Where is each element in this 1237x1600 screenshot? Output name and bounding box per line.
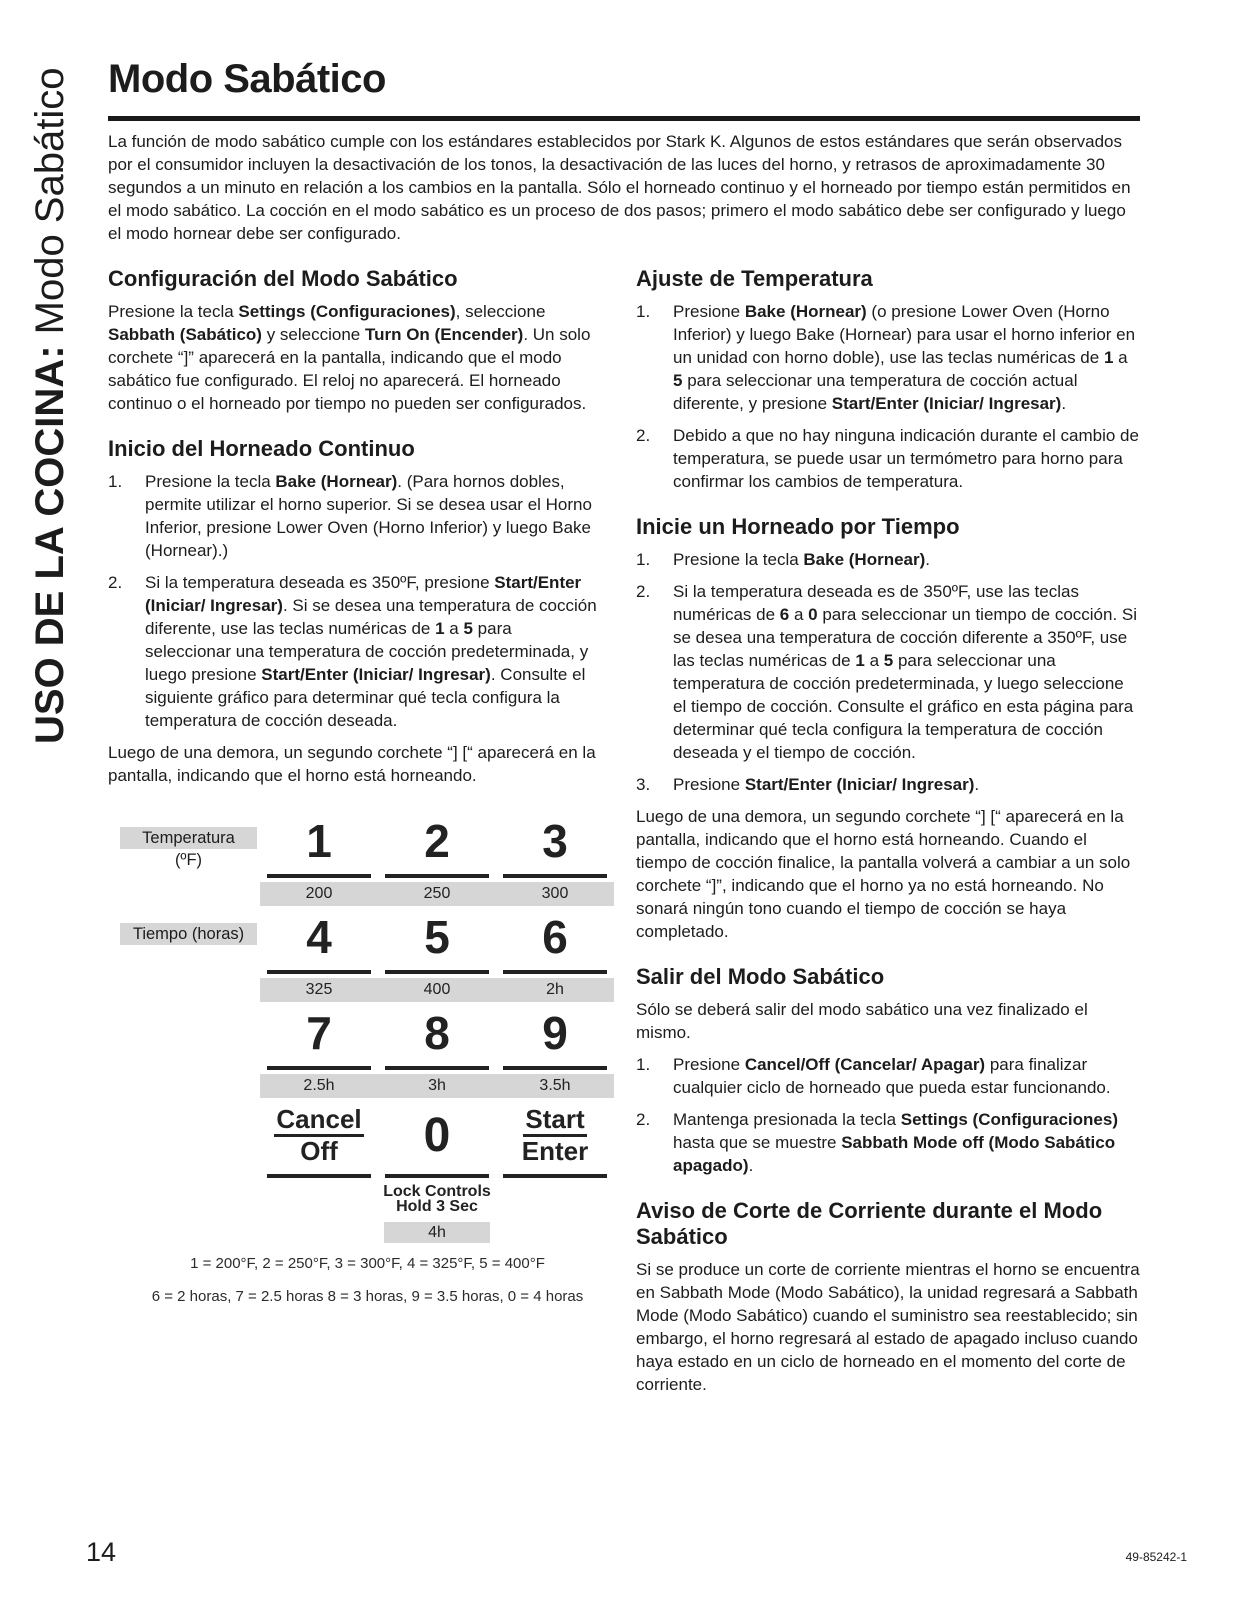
keypad-footnote-temperatures: 1 = 200°F, 2 = 250°F, 3 = 300°F, 4 = 325°F, 5 = 400°F (190, 1255, 545, 1272)
keypad-row-3-underlines (120, 1066, 615, 1070)
key-6: 6 (542, 911, 568, 963)
list-item (636, 580, 1140, 764)
key-underline (267, 874, 371, 878)
sidebar-section-label (24, 68, 76, 744)
key-5-value: 400 (423, 981, 451, 998)
list-text: Presione Bake (Hornear) (o presione Lower Oven (Horno Inferior) y luego Bake (Hornear) para usar el horno inferior en un unidad con horno doble), use las teclas numéricas de 1 a 5 para seleccionar una temperatura de cocción actual diferente, y presione Start/Enter (Iniciar/ Ingresar). (673, 302, 1136, 413)
key-8-value: 3h (428, 1077, 446, 1094)
keypad-row-1-keys (120, 815, 615, 869)
list-number: 2. (636, 426, 651, 445)
keypad-diagram (120, 817, 615, 1243)
key-7: 7 (306, 1007, 332, 1059)
keypad-row-1-values (120, 882, 615, 906)
start-label: Start (523, 1105, 586, 1137)
section-heading-continuous-bake: Inicio del Horneado Continuo (108, 436, 415, 461)
list-text: Si la temperatura deseada es 350ºF, presione Start/Enter (Iniciar/ Ingresar). Si se desea una temperatura de cocción diferente, use las teclas numéricas de 1 a 5 para seleccionar una temperatura de cocción predeterminada, y luego presione Start/Enter (Iniciar/ Ingresar). Consulte el siguiente gráfico para determinar qué tecla configura la temperatura de cocción deseada. (145, 573, 597, 730)
section-heading-exit-sabbath: Salir del Modo Sabático (636, 964, 885, 989)
key-underline (267, 970, 371, 974)
section-heading-timed-bake: Inicie un Horneado por Tiempo (636, 514, 960, 539)
key-3-value: 300 (541, 885, 569, 902)
keypad-footnote-times: 6 = 2 horas, 7 = 2.5 horas 8 = 3 horas, 9 = 3.5 horas, 0 = 4 horas (151, 1288, 584, 1305)
zero-label: 0 (423, 1109, 451, 1162)
page-title: Modo Sabático (108, 57, 386, 101)
list-number: 1. (636, 302, 651, 321)
key-underline (503, 1174, 607, 1178)
key-9: 9 (542, 1007, 568, 1059)
list-number: 1. (108, 472, 123, 491)
section-heading-power-outage: Aviso de Corte de Corriente durante el Modo Sabático (636, 1198, 1103, 1249)
keypad-lock-row (120, 1184, 615, 1243)
timed-bake-after-paragraph: Luego de una demora, un segundo corchete “] [“ aparecerá en la pantalla, indicando que el horno está horneando. Cuando el tiempo de cocción finalice, la pantalla volverá a cambiar a un solo corchete “]”, indicando que el horno ya no está horneando. No sonará ningún tono cuando el tiempo de cocción se haya completado. (636, 807, 1131, 941)
list-number: 2. (108, 573, 123, 592)
keypad-row-2-keys (120, 913, 615, 961)
section-heading-temp-adjust: Ajuste de Temperatura (636, 266, 873, 291)
keypad-row-2-underlines (120, 970, 615, 974)
key-underline (267, 1066, 371, 1070)
key-underline (267, 1174, 371, 1178)
key-2-value: 250 (423, 885, 451, 902)
list-number: 1. (636, 550, 651, 569)
list-item (636, 1053, 1140, 1099)
lock-controls-value: 4h (384, 1222, 490, 1243)
value-band (260, 978, 614, 1002)
list-item (108, 470, 600, 562)
key-8: 8 (424, 1007, 450, 1059)
lock-controls-note (378, 1184, 496, 1243)
exit-intro-paragraph: Sólo se deberá salir del modo sabático una vez finalizado el mismo. (636, 1000, 1088, 1042)
key-5: 5 (424, 911, 450, 963)
key-underline (385, 1066, 489, 1070)
list-number: 2. (636, 582, 651, 601)
key-start-enter (496, 1105, 614, 1165)
list-number: 1. (636, 1055, 651, 1074)
off-label: Off (300, 1136, 338, 1166)
list-item (636, 424, 1140, 493)
key-underline (385, 1174, 489, 1178)
key-4: 4 (306, 911, 332, 963)
title-rule (108, 116, 1140, 121)
page-content (108, 130, 1140, 1405)
lock-controls-line1: Lock Controls (383, 1183, 491, 1200)
right-column (636, 245, 1140, 1405)
list-text: Presione la tecla Bake (Hornear). (673, 550, 931, 569)
document-number: 49-85242-1 (1125, 1550, 1187, 1564)
list-item (636, 1108, 1140, 1177)
key-1-value: 200 (305, 885, 333, 902)
list-text: Si la temperatura deseada es de 350ºF, use las teclas numéricas de 6 a 0 para seleccionar un tiempo de cocción. Si se desea una temperatura de cocción diferente a 350ºF, use las teclas numéricas de 1 a 5 para seleccionar una temperatura de cocción predeterminada, y luego seleccione el tiempo de cocción. Consulte el gráfico en esta página para determinar qué tecla configura la temperatura de cocción deseada y el tiempo de cocción. (673, 582, 1138, 762)
lock-controls-line2: Hold 3 Sec (396, 1198, 478, 1215)
list-text: Debido a que no hay ninguna indicación durante el cambio de temperatura, se puede usar un termómetro para horno para confirmar los cambios de temperatura. (673, 426, 1139, 491)
left-column (108, 245, 600, 1306)
list-text: Mantenga presionada la tecla Settings (Configuraciones) hasta que se muestre Sabbath Mode off (Modo Sabático apagado). (673, 1110, 1118, 1175)
continuous-after-paragraph: Luego de una demora, un segundo corchete “] [“ aparecerá en la pantalla, indicando que el horno está horneando. (108, 743, 596, 785)
key-1: 1 (306, 815, 332, 867)
temperature-axis-label: Temperatura (ºF) (120, 827, 257, 849)
time-axis-label: Tiempo (horas) (120, 923, 257, 945)
two-column-layout (108, 245, 1140, 1405)
keypad-row-3-values (120, 1074, 615, 1098)
list-text: Presione Start/Enter (Iniciar/ Ingresar). (673, 775, 980, 794)
key-3: 3 (542, 815, 568, 867)
key-underline (503, 970, 607, 974)
keypad-row-2-values (120, 978, 615, 1002)
sidebar-topic: Modo Sabático (28, 67, 72, 346)
keypad-row-3-keys (120, 1009, 615, 1057)
list-item (636, 773, 1140, 796)
key-7-value: 2.5h (303, 1077, 335, 1094)
section-heading-config: Configuración del Modo Sabático (108, 266, 458, 291)
keypad-row-4-underlines (120, 1174, 615, 1178)
key-underline (385, 874, 489, 878)
page-number: 14 (86, 1537, 117, 1567)
keypad-row-4-keys (120, 1105, 615, 1165)
sidebar-vertical-title (24, 68, 76, 744)
list-item (108, 571, 600, 732)
key-0 (378, 1105, 496, 1165)
key-6-value: 2h (546, 981, 564, 998)
config-paragraph: Presione la tecla Settings (Configuraciones), seleccione Sabbath (Sabático) y seleccione Turn On (Encender). Un solo corchete “]” aparecerá en la pantalla, indicando que el modo sabático fue configurado. El reloj no aparecerá. El horneado continuo o el horneado por tiempo no pueden ser configurados. (108, 302, 591, 413)
key-underline (503, 1066, 607, 1070)
keypad-row-1-underlines (120, 874, 615, 878)
list-text: Presione la tecla Bake (Hornear). (Para hornos dobles, permite utilizar el horno superior. Si se desea usar el Horno Inferior, presione Lower Oven (Horno Inferior) y luego Bake (Hornear).) (145, 472, 592, 560)
key-cancel-off (260, 1105, 378, 1165)
enter-label: Enter (521, 1136, 589, 1166)
list-item (636, 548, 1140, 571)
key-4-value: 325 (305, 981, 333, 998)
list-number: 3. (636, 775, 651, 794)
key-9-value: 3.5h (539, 1077, 571, 1094)
list-item (636, 300, 1140, 415)
value-band (260, 882, 614, 906)
power-outage-paragraph: Si se produce un corte de corriente mientras el horno se encuentra en Sabbath Mode (Modo Sabático), la unidad regresará a Sabbath Mode (Modo Sabático) cuando el suministro sea reestablecido; sin embargo, el horno regresará al estado de apagado incluso cuando haya estado en un ciclo de horneado en el momento del corte de corriente. (636, 1260, 1140, 1394)
intro-paragraph: La función de modo sabático cumple con los estándares establecidos por Stark K. Algunos de estos estándares que serán observados por el consumidor incluyen la desactivación de los tonos, la desactivación de las luces del horno, y retrasos de aproximadamente 30 segundos a un minuto en relación a los cambios en la pantalla. Sólo el horneado continuo y el horneado por tiempo están permitidos en el modo sabático. La cocción en el modo sabático es un proceso de dos pasos; primero el modo sabático debe ser configurado y luego el modo hornear debe ser configurado. (108, 132, 1131, 243)
list-number: 2. (636, 1110, 651, 1129)
sidebar-chapter: USO DE LA COCINA: (28, 345, 72, 744)
cancel-label: Cancel (274, 1105, 363, 1137)
list-text: Presione Cancel/Off (Cancelar/ Apagar) para finalizar cualquier ciclo de horneado que pueda estar funcionando. (673, 1055, 1111, 1097)
value-band (260, 1074, 614, 1098)
key-underline (385, 970, 489, 974)
key-2: 2 (424, 815, 450, 867)
key-underline (503, 874, 607, 878)
